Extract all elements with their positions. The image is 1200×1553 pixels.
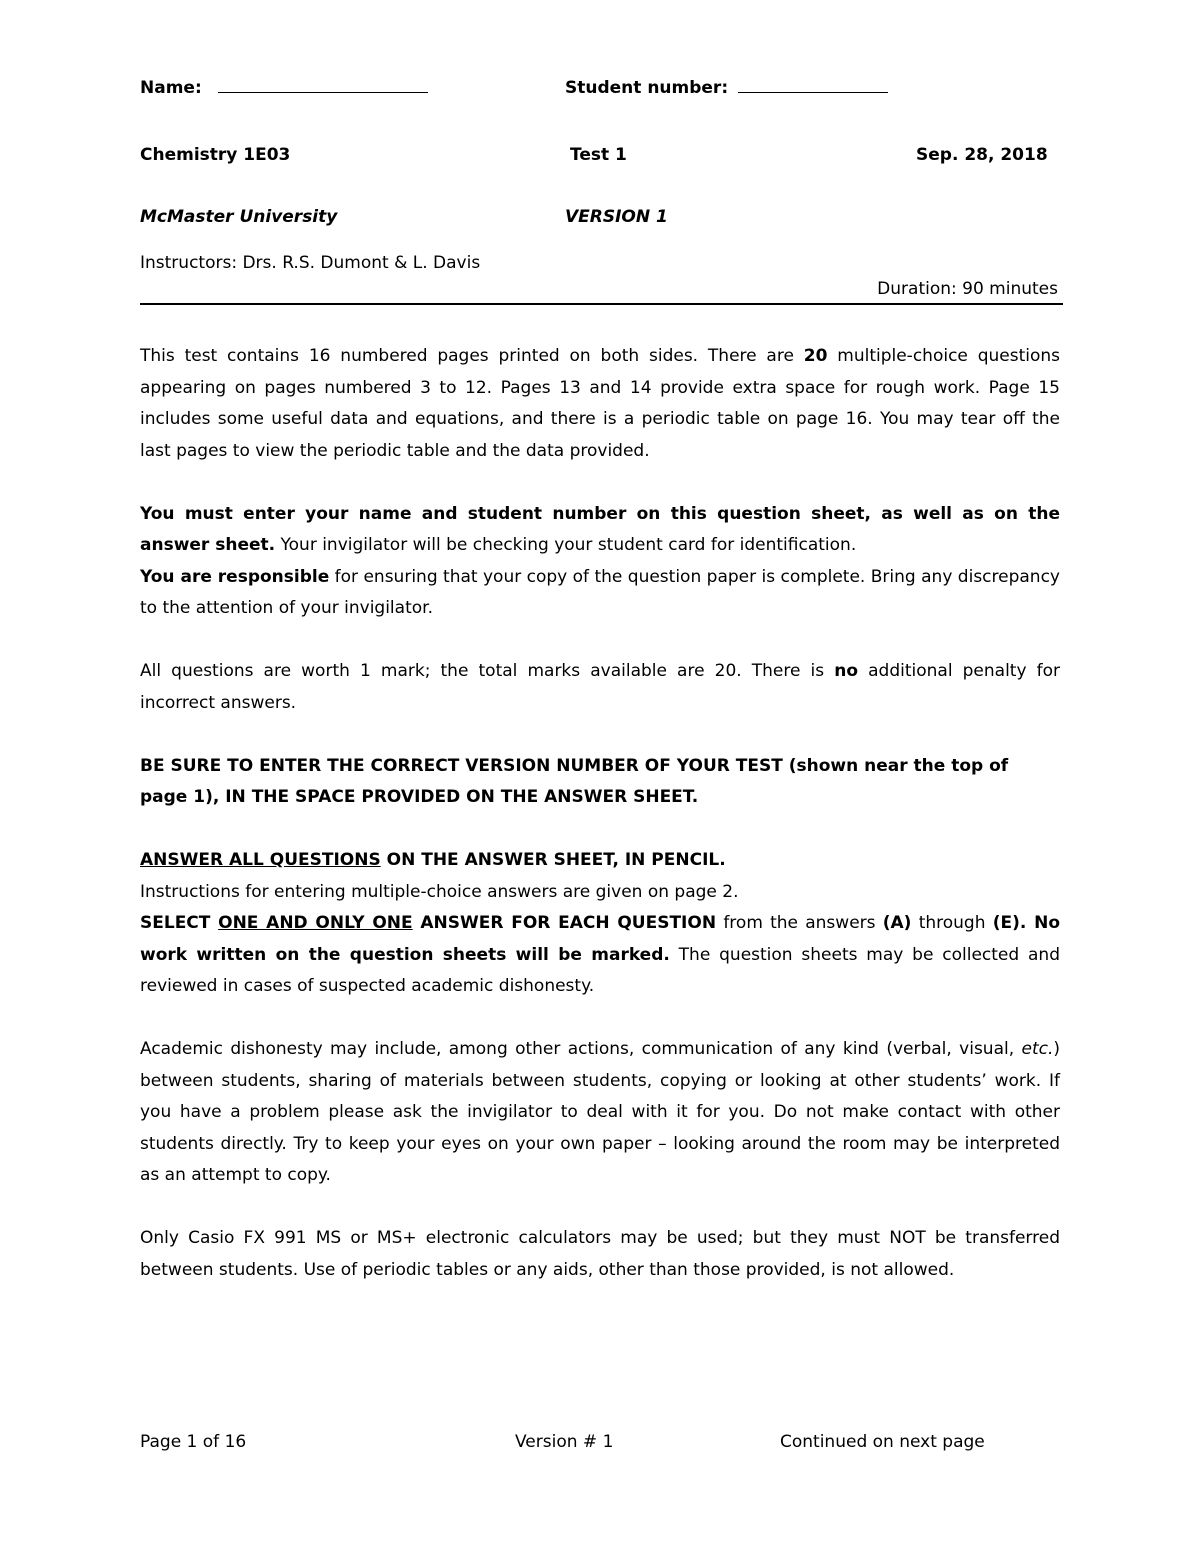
header-divider: [140, 303, 1063, 305]
name-field[interactable]: [218, 74, 428, 93]
course-code: Chemistry 1E03: [140, 145, 291, 165]
version-label: VERSION 1: [565, 207, 668, 227]
paragraph-name-requirement: You must enter your name and student number on this question sheet, as well as on the answer sheet. Your invigilator will be checking your student card for identification.: [140, 503, 1060, 555]
name-label-line: [140, 74, 428, 98]
student-number-line: [565, 74, 888, 98]
footer-page-number: Page 1 of 16: [140, 1432, 247, 1452]
paragraph-marks: All questions are worth 1 mark; the total marks available are 20. There is no additional penalty for incorrect answers.: [140, 661, 1061, 713]
university-name: McMaster University: [140, 207, 338, 227]
duration: Duration: 90 minutes: [877, 279, 1058, 299]
student-number-field[interactable]: [738, 74, 888, 93]
test-date: Sep. 28, 2018: [916, 145, 1048, 165]
paragraph-calculators: Only Casio FX 991 MS or MS+ electronic calculators may be used; but they must NOT be transferred between students. Use of periodic tables or any aids, other than those provided, is not allowed.: [140, 1228, 1060, 1280]
footer-version: Version # 1: [515, 1432, 614, 1452]
paragraph-select-one: SELECT ONE AND ONLY ONE ANSWER FOR EACH QUESTION from the answers (A) through (E). No work written on the question sheets will be marked. The question sheets may be collected and reviewed in cases of suspected academic dishonesty.: [140, 913, 1061, 996]
paragraph-version-notice: BE SURE TO ENTER THE CORRECT VERSION NUMBER OF YOUR TEST (shown near the top of page 1), IN THE SPACE PROVIDED ON THE ANSWER SHEET.: [140, 755, 1009, 807]
paragraph-responsibility: You are responsible for ensuring that your copy of the question paper is complete. Bring any discrepancy to the attention of your invigilator.: [140, 566, 1060, 618]
paragraph-academic-dishonesty: Academic dishonesty may include, among other actions, communication of any kind (verbal, visual, etc.) between students, sharing of materials between students, copying or looking at other students’ work. If you have a problem please ask the invigilator to deal with it for you. Do not make contact with other students directly. Try to keep your eyes on your own paper – looking around the room may be interpreted as an attempt to copy.: [140, 1039, 1060, 1185]
paragraph-pages: This test contains 16 numbered pages printed on both sides. There are 20 multiple-choice questions appearing on pages numbered 3 to 12. Pages 13 and 14 provide extra space for rough work. Page 15 includes some useful data and equations, and there is a periodic table on page 16. You may tear off the last pages to view the periodic table and the data provided.: [140, 346, 1061, 461]
student-number-label: Student number:: [565, 78, 729, 98]
footer-continued: Continued on next page: [780, 1432, 985, 1452]
instructions-body: [140, 341, 1060, 1286]
paragraph-instructions-page2: Instructions for entering multiple-choice answers are given on page 2.: [140, 881, 739, 902]
paragraph-answer-all: ANSWER ALL QUESTIONS ON THE ANSWER SHEET, IN PENCIL.: [140, 850, 726, 870]
instructors: Instructors: Drs. R.S. Dumont & L. Davis: [140, 253, 481, 273]
test-name: Test 1: [570, 145, 627, 165]
name-label: Name:: [140, 78, 202, 98]
